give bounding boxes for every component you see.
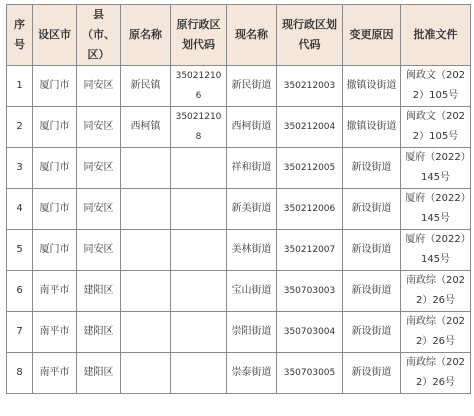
cell-seq: 2 (7, 107, 33, 148)
cell-old-name (121, 230, 171, 271)
header-old-name: 原名称 (121, 5, 171, 66)
cell-county: 同安区 (77, 230, 121, 271)
header-new-name: 现名称 (227, 5, 277, 66)
cell-new-name: 崇泰街道 (227, 353, 277, 394)
header-seq: 序号 (7, 5, 33, 66)
cell-old-code: 350212108 (171, 107, 227, 148)
cell-old-name: 新民镇 (121, 66, 171, 107)
table-row (7, 107, 471, 148)
cell-old-code (171, 312, 227, 353)
cell-city: 厦门市 (33, 230, 77, 271)
cell-seq: 5 (7, 230, 33, 271)
header-old-code: 原行政区划代码 (171, 5, 227, 66)
header-county: 县（市、区） (77, 5, 121, 66)
table-row (7, 189, 471, 230)
cell-city: 厦门市 (33, 107, 77, 148)
header-approval: 批准文件 (401, 5, 471, 66)
cell-county: 同安区 (77, 66, 121, 107)
table-row (7, 271, 471, 312)
cell-seq: 1 (7, 66, 33, 107)
table-row (7, 353, 471, 394)
cell-old-name (121, 189, 171, 230)
district-change-table (6, 4, 471, 394)
cell-old-name: 西柯镇 (121, 107, 171, 148)
header-city: 设区市 (33, 5, 77, 66)
header-new-code: 现行政区划代码 (277, 5, 343, 66)
cell-new-code: 350212007 (277, 230, 343, 271)
cell-new-name: 崇阳街道 (227, 312, 277, 353)
table-row (7, 230, 471, 271)
cell-new-code: 350703005 (277, 353, 343, 394)
cell-new-code: 350703004 (277, 312, 343, 353)
cell-approval: 南政综（2022）26号 (401, 312, 471, 353)
cell-county: 同安区 (77, 148, 121, 189)
table-row (7, 66, 471, 107)
cell-county: 同安区 (77, 189, 121, 230)
cell-reason: 新设街道 (343, 353, 401, 394)
cell-approval: 厦府（2022）145号 (401, 148, 471, 189)
cell-seq: 3 (7, 148, 33, 189)
header-reason: 变更原因 (343, 5, 401, 66)
cell-old-code (171, 230, 227, 271)
cell-county: 建阳区 (77, 312, 121, 353)
cell-old-code (171, 189, 227, 230)
cell-old-name (121, 353, 171, 394)
cell-reason: 新设街道 (343, 230, 401, 271)
cell-county: 建阳区 (77, 353, 121, 394)
cell-approval: 闽政文（2022）105号 (401, 107, 471, 148)
table-body (7, 66, 471, 394)
cell-city: 厦门市 (33, 189, 77, 230)
cell-new-code: 350212003 (277, 66, 343, 107)
cell-new-name: 新民街道 (227, 66, 277, 107)
cell-city: 南平市 (33, 353, 77, 394)
cell-seq: 6 (7, 271, 33, 312)
cell-reason: 撤镇设街道 (343, 107, 401, 148)
cell-county: 建阳区 (77, 271, 121, 312)
cell-new-name: 西柯街道 (227, 107, 277, 148)
cell-reason: 新设街道 (343, 148, 401, 189)
table-header-row (7, 5, 471, 66)
cell-seq: 7 (7, 312, 33, 353)
cell-new-code: 350212006 (277, 189, 343, 230)
cell-new-name: 宝山街道 (227, 271, 277, 312)
cell-city: 南平市 (33, 312, 77, 353)
cell-old-name (121, 271, 171, 312)
cell-old-name (121, 312, 171, 353)
cell-approval: 南政综（2022）26号 (401, 353, 471, 394)
cell-new-name: 美林街道 (227, 230, 277, 271)
table-row (7, 312, 471, 353)
cell-old-code (171, 271, 227, 312)
cell-new-code: 350212005 (277, 148, 343, 189)
cell-approval: 南政综（2022）26号 (401, 271, 471, 312)
cell-city: 南平市 (33, 271, 77, 312)
cell-new-code: 350703003 (277, 271, 343, 312)
cell-new-name: 祥和街道 (227, 148, 277, 189)
cell-old-code: 350212106 (171, 66, 227, 107)
cell-approval: 厦府（2022）145号 (401, 189, 471, 230)
cell-new-name: 新美街道 (227, 189, 277, 230)
cell-city: 厦门市 (33, 66, 77, 107)
cell-reason: 新设街道 (343, 189, 401, 230)
cell-old-name (121, 148, 171, 189)
cell-approval: 厦府（2022）145号 (401, 230, 471, 271)
cell-city: 厦门市 (33, 148, 77, 189)
cell-seq: 8 (7, 353, 33, 394)
cell-new-code: 350212004 (277, 107, 343, 148)
cell-reason: 新设街道 (343, 271, 401, 312)
cell-old-code (171, 353, 227, 394)
district-change-table-container (6, 4, 471, 394)
cell-reason: 撤镇设街道 (343, 66, 401, 107)
table-row (7, 148, 471, 189)
cell-approval: 闽政文（2022）105号 (401, 66, 471, 107)
cell-seq: 4 (7, 189, 33, 230)
cell-old-code (171, 148, 227, 189)
cell-reason: 新设街道 (343, 312, 401, 353)
cell-county: 同安区 (77, 107, 121, 148)
